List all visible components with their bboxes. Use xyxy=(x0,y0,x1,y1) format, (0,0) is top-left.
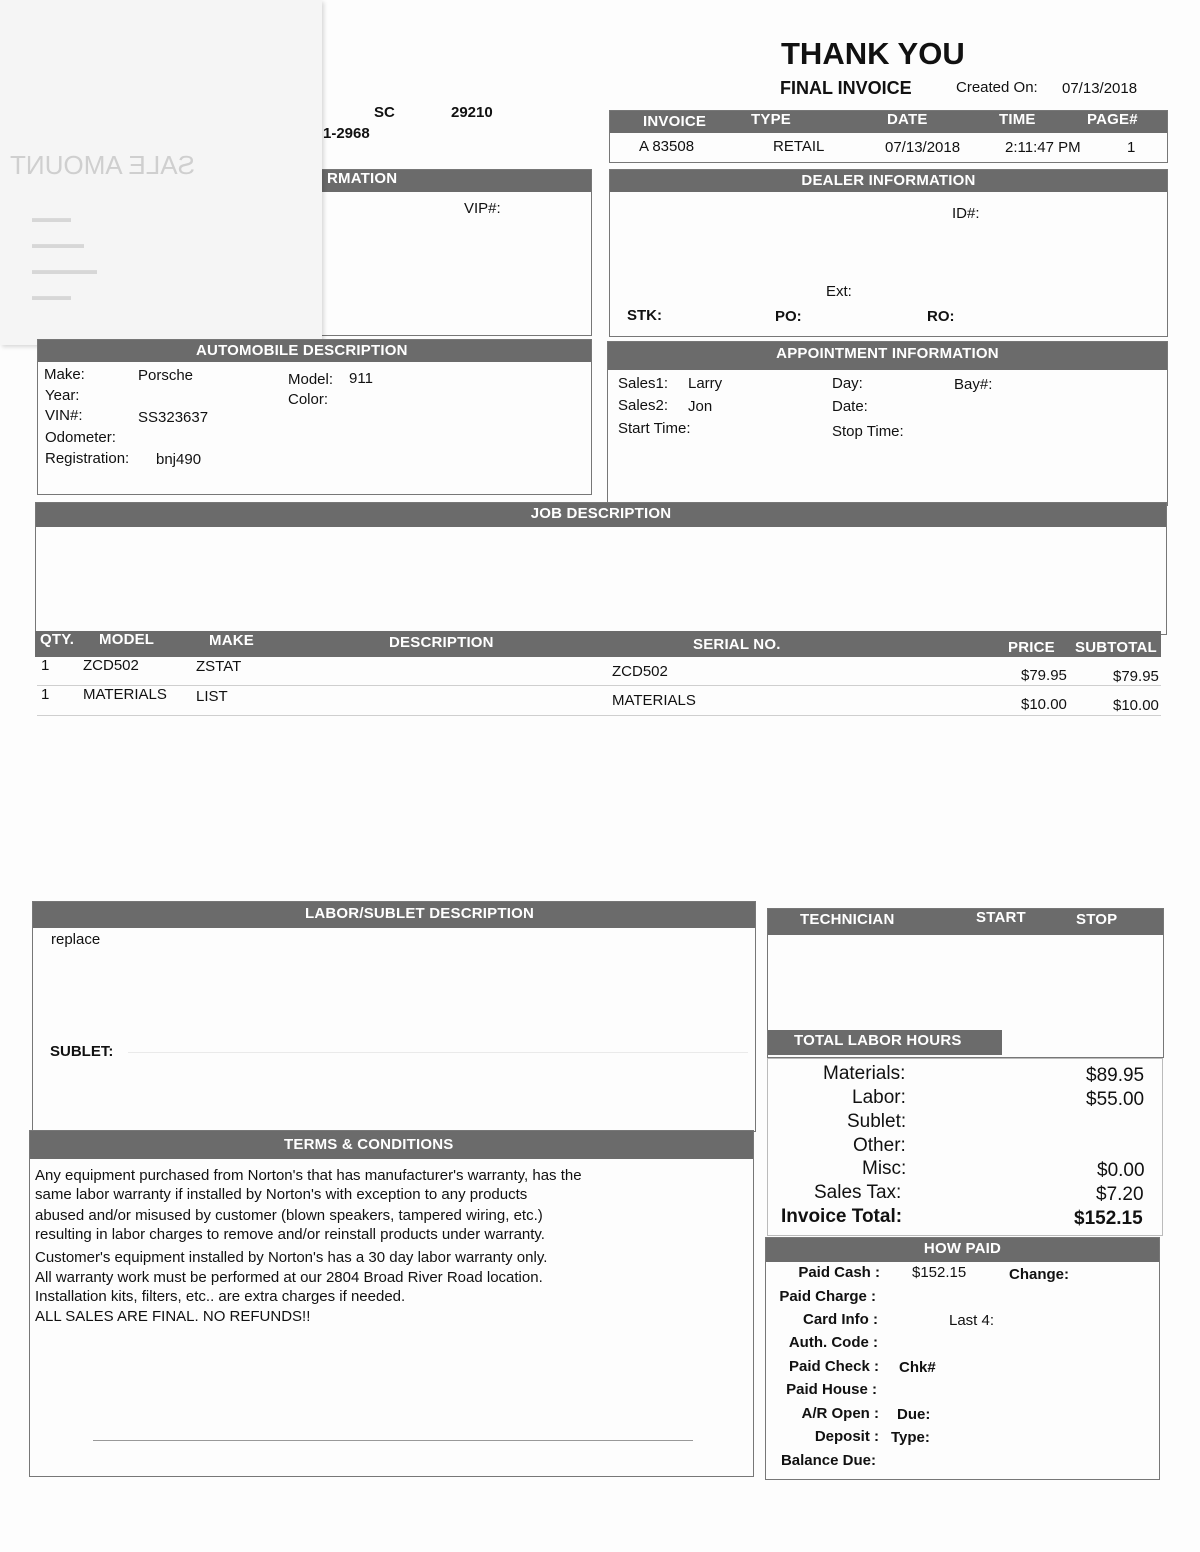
automobile-header xyxy=(38,340,591,362)
item-make: LIST xyxy=(196,688,228,705)
sales1-label: Sales1: xyxy=(618,375,669,392)
how-paid-box xyxy=(765,1237,1160,1480)
created-on-label: Created On: xyxy=(956,79,1038,96)
vip-label: VIP#: xyxy=(464,200,501,217)
final-invoice-title: FINAL INVOICE xyxy=(780,78,912,98)
paid-house-label: Paid House : xyxy=(786,1381,877,1398)
how-paid-header: HOW PAID xyxy=(766,1238,1159,1262)
misc-label: Misc: xyxy=(862,1158,907,1179)
terms-title: TERMS & CONDITIONS xyxy=(284,1136,454,1153)
automobile-box xyxy=(37,339,592,495)
items-header-qty: QTY. xyxy=(40,631,75,648)
technician-start-label: START xyxy=(976,909,1026,926)
technician-stop-label: STOP xyxy=(1076,911,1118,928)
item-qty: 1 xyxy=(41,686,50,703)
sales2-value: Jon xyxy=(688,398,713,415)
item-subtotal: $79.95 xyxy=(1113,668,1159,685)
type-label: Type: xyxy=(891,1429,930,1446)
dealer-id-label: ID#: xyxy=(952,205,980,222)
item-price: $10.00 xyxy=(1021,696,1067,713)
items-header-subtotal: SUBTOTAL xyxy=(1075,639,1157,656)
paid-charge-label: Paid Charge : xyxy=(779,1288,876,1305)
terms-line: All warranty work must be performed at our 2804 Broad River Road location. xyxy=(35,1269,543,1286)
materials-label: Materials: xyxy=(823,1063,906,1084)
state: SC xyxy=(374,104,395,121)
auth-code-label: Auth. Code : xyxy=(788,1334,878,1351)
items-header-model: MODEL xyxy=(99,631,155,648)
invoice-header-invoice: INVOICE xyxy=(643,113,707,130)
labor-title: LABOR/SUBLET DESCRIPTION xyxy=(305,905,534,922)
dealer-ro-label: RO: xyxy=(927,308,955,325)
invoice-type: RETAIL xyxy=(773,138,825,155)
invoice-table-header xyxy=(610,111,1167,133)
item-serial: MATERIALS xyxy=(612,692,696,709)
customer-info-title: RMATION xyxy=(327,170,398,187)
item-price: $79.95 xyxy=(1021,667,1067,684)
invoice-header-type: TYPE xyxy=(751,111,791,128)
terms-line: ALL SALES ARE FINAL. NO REFUNDS!! xyxy=(35,1308,311,1325)
items-header-serial: SERIAL NO. xyxy=(693,636,781,653)
model-value: 911 xyxy=(349,370,373,387)
zip: 29210 xyxy=(451,104,493,121)
terms-line: Installation kits, filters, etc.. are extra charges if needed. xyxy=(35,1288,406,1305)
technician-label: TECHNICIAN xyxy=(800,911,895,928)
balance-due-label: Balance Due: xyxy=(780,1452,876,1469)
sublet-total-label: Sublet: xyxy=(847,1111,907,1132)
total-labor-hours-label: TOTAL LABOR HOURS xyxy=(794,1032,962,1049)
labor-text: replace xyxy=(51,931,101,948)
terms-line: Customer's equipment installed by Norton's has a 30 day labor warranty only. xyxy=(35,1249,548,1266)
items-header-make: MAKE xyxy=(209,632,254,649)
dealer-stk-label: STK: xyxy=(627,307,662,324)
technician-header xyxy=(768,909,1163,935)
dealer-po-label: PO: xyxy=(775,308,802,325)
job-description-box xyxy=(35,502,1167,635)
dealer-info-header: DEALER INFORMATION xyxy=(610,170,1167,192)
technician-box xyxy=(767,908,1164,1058)
item-make: ZSTAT xyxy=(196,658,242,675)
items-header-price: PRICE xyxy=(1008,639,1055,656)
card-info-label: Card Info : xyxy=(803,1311,878,1328)
receipt-sticker-overlay: SALE AMOUNT ▬▬▬ ▬▬▬▬ ▬▬▬▬▬ ▬▬▬ xyxy=(0,0,322,345)
start-time-label: Start Time: xyxy=(618,420,691,437)
sales1-value: Larry xyxy=(688,375,723,392)
labor-label: Labor: xyxy=(852,1087,906,1108)
invoice-total-label: Invoice Total: xyxy=(781,1206,903,1227)
materials-value: $89.95 xyxy=(1086,1065,1145,1086)
item-qty: 1 xyxy=(41,657,50,674)
item-model: ZCD502 xyxy=(83,657,139,674)
invoice-header-page: PAGE# xyxy=(1087,111,1138,128)
sales-tax-value: $7.20 xyxy=(1096,1184,1144,1205)
invoice-table xyxy=(609,110,1168,163)
items-header xyxy=(35,631,1161,657)
year-label: Year: xyxy=(45,387,80,404)
item-subtotal: $10.00 xyxy=(1113,697,1159,714)
make-value: Porsche xyxy=(138,367,194,384)
terms-box xyxy=(29,1130,754,1477)
terms-line: same labor warranty if installed by Norton's with exception to any products xyxy=(35,1186,528,1203)
signature-line xyxy=(93,1440,693,1441)
terms-line: abused and/or misused by customer (blown speakers, tampered wiring, etc.) xyxy=(35,1207,543,1224)
invoice-date: 07/13/2018 xyxy=(885,139,961,156)
registration-label: Registration: xyxy=(45,450,130,467)
sales2-label: Sales2: xyxy=(618,397,669,414)
stop-time-label: Stop Time: xyxy=(832,423,904,440)
paid-cash-value: $152.15 xyxy=(912,1264,967,1281)
vin-label: VIN#: xyxy=(45,407,83,424)
phone-fragment: 1-2968 xyxy=(323,125,370,142)
labor-header xyxy=(33,902,755,928)
day-label: Day: xyxy=(832,375,863,392)
automobile-title: AUTOMOBILE DESCRIPTION xyxy=(196,342,408,359)
terms-line: resulting in labor charges to remove and/or reinstall products under warranty. xyxy=(35,1226,545,1243)
registration-value: bnj490 xyxy=(156,451,202,468)
invoice-header-date: DATE xyxy=(887,111,928,128)
item-model: MATERIALS xyxy=(83,686,167,703)
misc-value: $0.00 xyxy=(1097,1160,1145,1181)
items-row-divider xyxy=(37,715,1161,716)
invoice-header-time: TIME xyxy=(999,111,1036,128)
bay-label: Bay#: xyxy=(954,376,993,393)
paid-cash-label: Paid Cash : xyxy=(798,1264,880,1281)
invoice-total-value: $152.15 xyxy=(1074,1208,1143,1229)
other-label: Other: xyxy=(853,1135,906,1156)
make-label: Make: xyxy=(44,366,85,383)
thank-you-title: THANK YOU xyxy=(781,36,965,71)
deposit-label: Deposit : xyxy=(814,1428,879,1445)
created-on-value: 07/13/2018 xyxy=(1062,80,1138,97)
color-label: Color: xyxy=(288,391,329,408)
items-header-description: DESCRIPTION xyxy=(389,634,494,651)
labor-value: $55.00 xyxy=(1086,1089,1145,1110)
dealer-ext-label: Ext: xyxy=(826,283,852,300)
totals-box xyxy=(767,1058,1163,1236)
appointment-box xyxy=(607,341,1168,506)
dealer-info-box xyxy=(609,169,1168,337)
appointment-header: APPOINTMENT INFORMATION xyxy=(608,342,1167,370)
invoice-time: 2:11:47 PM xyxy=(1005,139,1081,156)
sales-tax-label: Sales Tax: xyxy=(814,1182,902,1203)
model-label: Model: xyxy=(288,371,334,388)
ar-open-label: A/R Open : xyxy=(801,1405,879,1422)
sublet-label: SUBLET: xyxy=(50,1043,114,1060)
invoice-page: 1 xyxy=(1127,139,1136,156)
terms-line: Any equipment purchased from Norton's that has manufacturer's warranty, has the xyxy=(35,1167,582,1184)
change-label: Change: xyxy=(1009,1266,1069,1283)
items-row-divider xyxy=(37,685,1161,686)
item-serial: ZCD502 xyxy=(612,663,668,680)
sublet-underline xyxy=(128,1052,748,1053)
job-description-header: JOB DESCRIPTION xyxy=(36,503,1166,527)
labor-box xyxy=(32,901,756,1132)
paid-check-label: Paid Check : xyxy=(788,1358,879,1375)
invoice-number: A 83508 xyxy=(639,138,695,155)
chk-label: Chk# xyxy=(899,1359,936,1376)
due-label: Due: xyxy=(897,1406,931,1423)
odometer-label: Odometer: xyxy=(45,429,116,446)
last4-label: Last 4: xyxy=(949,1312,995,1329)
terms-header xyxy=(30,1131,753,1159)
total-labor-hours-bar xyxy=(768,1030,1002,1055)
date-label: Date: xyxy=(832,398,868,415)
vin-value: SS323637 xyxy=(138,409,209,426)
